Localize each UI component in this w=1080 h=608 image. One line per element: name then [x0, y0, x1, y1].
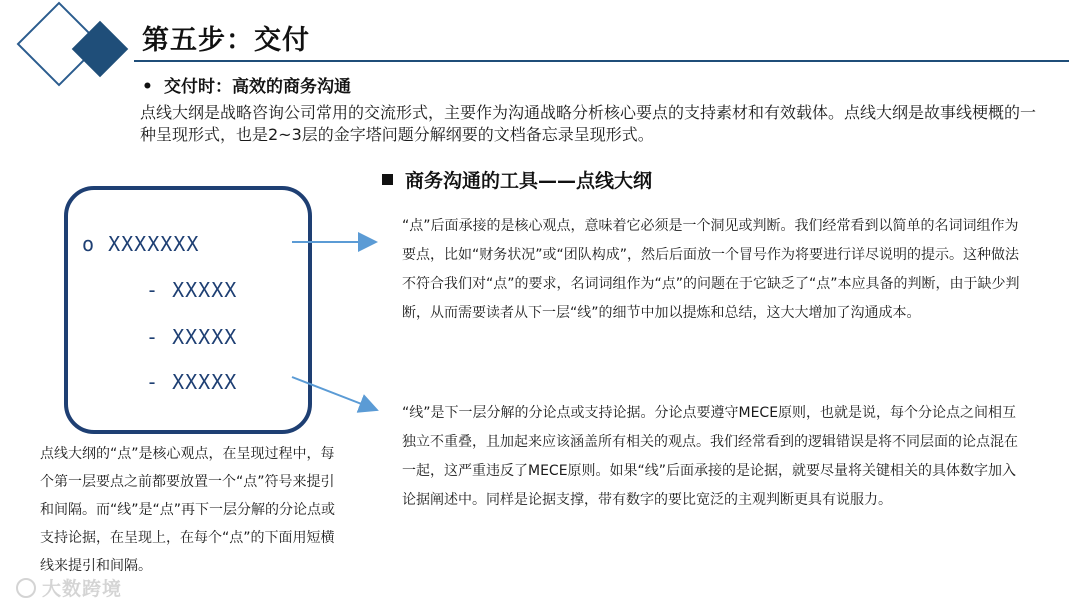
arrow-to-line-text	[292, 377, 377, 410]
watermark	[16, 574, 122, 601]
bullet-dot: •	[142, 77, 153, 97]
watermark-logo-icon	[16, 578, 36, 598]
sketch-row-line: - XXXXX	[146, 325, 238, 349]
point-explanation: “点”后面承接的是核心观点，意味着它必须是一个洞见或判断。我们经常看到以简单的名词词组作为要点，比如“财务状况”或“团队构成”，然后后面放一个冒号作为将要进行详尽说明的提示。这种做法不符合我们对“点”的要求，名词词组作为“点”的问题在于它缺乏了“点”本应具备的判断，由于缺少判断，从而需要读者从下一层“线”的细节中加以提炼和总结，这大大增加了沟通成本。	[402, 218, 1020, 321]
page-title: 第五步：交付	[142, 25, 310, 56]
section-heading-text: 商务沟通的工具——点线大纲	[405, 170, 653, 192]
watermark-text: 大数跨境	[42, 578, 123, 600]
bullet-heading-text: 交付时：高效的商务沟通	[164, 77, 351, 97]
sketch-row-line: - XXXXX	[146, 370, 238, 394]
intro-paragraph: 点线大纲是战略咨询公司常用的交流形式，主要作为沟通战略分析核心要点的支持素材和有效载体。点线大纲是故事线梗概的一种呈现形式，也是2~3层的金字塔问题分解纲要的文档备忘录呈现形式。	[140, 103, 1037, 144]
line-explanation: “线”是下一层分解的分论点或支持论据。分论点要遵守MECE原则，也就是说，每个分论点之间相互独立不重叠，且加起来应该涵盖所有相关的观点。我们经常看到的逻辑错误是将不同层面的论点混在一起，这严重违反了MECE原则。如果“线”后面承接的是论据，就要尽量将关键相关的具体数字加入论据阐述中。同样是论据支撑，带有数字的要比宽泛的主观判断更具有说服力。	[402, 405, 1018, 508]
sketch-row-point: o XXXXXXX	[82, 232, 200, 256]
sketch-row-line: - XXXXX	[146, 278, 238, 302]
sketch-caption: 点线大纲的“点”是核心观点，在呈现过程中，每个第一层要点之前都要放置一个“点”符号来提引和间隔。而“线”是“点”再下一层分解的分论点或支持论据，在呈现上，在每个“点”的下面用短横线来提引和间隔。	[40, 446, 336, 574]
